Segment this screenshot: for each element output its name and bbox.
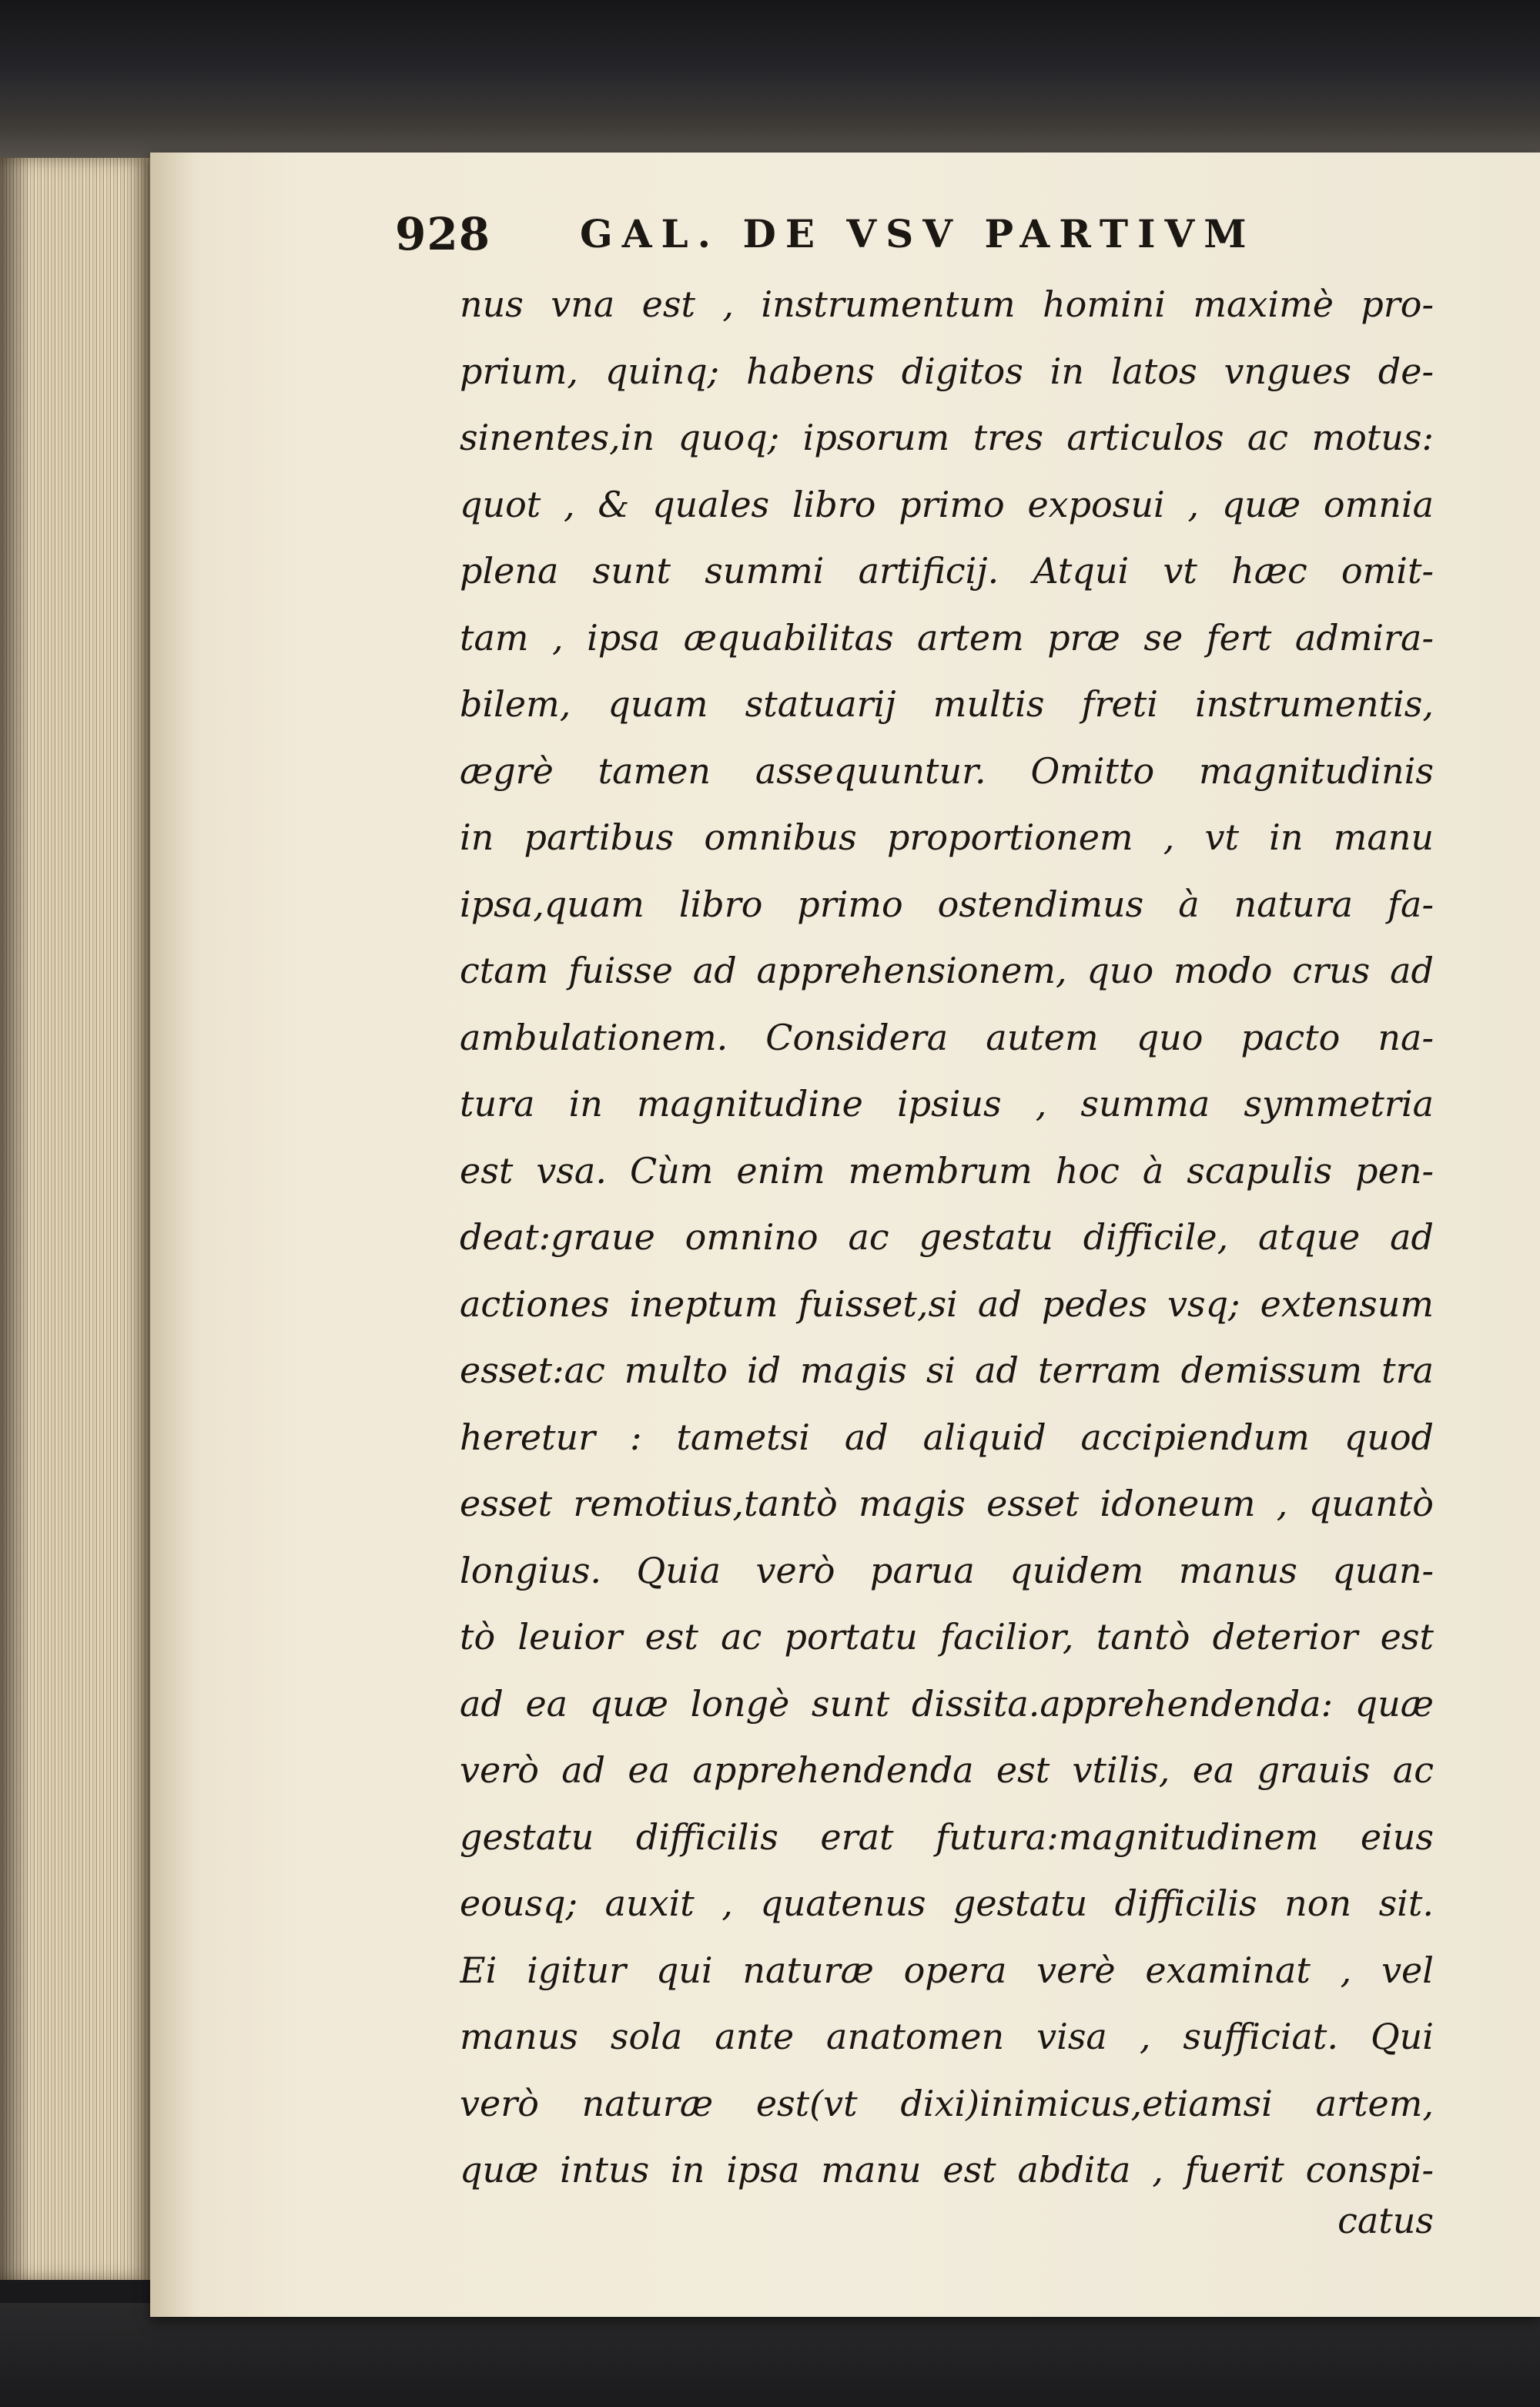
text-line: quot , & quales libro primo exposui , quæ omnia <box>460 483 1434 525</box>
text-line: manus sola ante anatomen visa , sufficiat. Qui <box>460 2016 1434 2057</box>
text-block <box>460 276 1434 2241</box>
text-line: ad ea quæ longè sunt dissita.apprehendenda: quæ <box>460 1682 1434 1725</box>
text-line: esset remotius,tantò magis esset idoneum , quantò <box>460 1483 1434 1524</box>
book-page <box>150 153 1540 2317</box>
catchword: catus <box>1337 2200 1434 2241</box>
text-line: gestatu difficilis erat futura:magnitudinem eius <box>460 1815 1434 1858</box>
text-line: quæ intus in ipsa manu est abdita , fuerit conspi- <box>460 2149 1434 2191</box>
text-line: est vsa. Cùm enim membrum hoc à scapulis pen- <box>460 1149 1434 1192</box>
text-line: verò ad ea apprehendenda est vtilis, ea grauis ac <box>460 1749 1434 1791</box>
text-line: ægrè tamen assequuntur. Omitto magnitudinis <box>460 749 1434 792</box>
text-line: actiones ineptum fuisset,si ad pedes vsq; extensum <box>460 1282 1434 1325</box>
text-line: eousq; auxit , quatenus gestatu difficilis non sit. <box>460 1882 1434 1924</box>
text-line: prium, quinq; habens digitos in latos vngues de- <box>460 350 1434 392</box>
text-line: Ei igitur qui naturæ opera verè examinat , vel <box>460 1949 1434 1991</box>
text-line: in partibus omnibus proportionem , vt in manu <box>460 816 1434 858</box>
text-line: esset:ac multo id magis si ad terram demissum tra <box>460 1349 1434 1391</box>
text-line: sinentes,in quoq; ipsorum tres articulos ac motus: <box>460 417 1434 458</box>
text-line: tò leuior est ac portatu facilior, tantò deterior est <box>460 1616 1434 1658</box>
text-line: plena sunt summi artificij. Atqui vt hæc omit- <box>460 550 1434 592</box>
running-head <box>395 208 1396 270</box>
text-line: ambulationem. Considera autem quo pacto na- <box>460 1016 1434 1058</box>
book-edge-shadow <box>0 158 31 2280</box>
text-line: tam , ipsa æquabilitas artem præ se fert admira- <box>460 616 1434 659</box>
running-head-title: GAL. DE VSV PARTIVM <box>580 211 1256 256</box>
text-line: ipsa,quam libro primo ostendimus à natura fa- <box>460 883 1434 925</box>
text-line: verò naturæ est(vt dixi)inimicus,etiamsi artem, <box>460 2082 1434 2124</box>
text-line: nus vna est , instrumentum homini maximè pro- <box>460 283 1434 325</box>
text-line: heretur : tametsi ad aliquid accipiendum quod <box>460 1416 1434 1458</box>
scanner-board-bottom <box>0 2303 1540 2407</box>
scanner-board-top <box>0 0 1540 158</box>
text-line: ctam fuisse ad apprehensionem, quo modo crus ad <box>460 950 1434 991</box>
text-line: deat:graue omnino ac gestatu difficile, atque ad <box>460 1216 1434 1258</box>
text-line: bilem, quam statuarij multis freti instrumentis, <box>460 683 1434 725</box>
text-line: longius. Quia verò parua quidem manus quan- <box>460 1549 1434 1591</box>
text-line: tura in magnitudine ipsius , summa symmetria <box>460 1083 1434 1125</box>
page-number: 928 <box>395 208 491 260</box>
